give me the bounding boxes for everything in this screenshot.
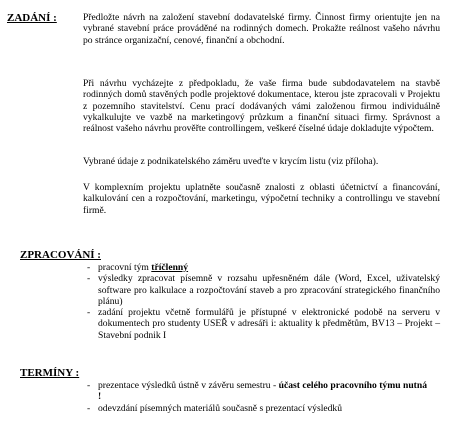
list-dash: - <box>87 307 91 319</box>
list-dash: - <box>87 262 91 273</box>
terminy-item-1-text: prezentace výsledků ústně v závěru semestru - <box>98 380 279 391</box>
terminy-heading: TERMÍNY : <box>20 367 80 379</box>
terminy-item-2-text: odevzdání písemných materiálů současně s prezentací výsledků <box>98 402 343 414</box>
zpracovani-list <box>87 262 440 341</box>
list-dash: - <box>87 273 91 285</box>
list-item <box>87 273 440 307</box>
zadani-paragraph-1: Předložte návrh na založení stavební dodavatelské firmy. Činnost firmy orientujte jen na vybrané stavební práce prováděné na rodinných domech. Prokažte reálnost vašeho návrhu po stránce organizační, cenové, finanční a obchodní. <box>83 12 440 46</box>
zpracovani-item-2-text: výsledky zpracovat písemně v rozsahu upřesněném dále (Word, Excel, uživatelský software pro kalkulace a rozpočtování staveb a pro zpracování strategického finančního plánu) <box>98 273 440 307</box>
list-item <box>87 262 440 273</box>
zadani-paragraph-4: V komplexním projektu uplatněte současně znalosti z oblasti účetnictví a financování, kalkulování cen a rozpočtování, marketingu, výpočetní techniky a controllingu ve stavební firmě. <box>83 182 440 216</box>
list-item <box>87 380 427 403</box>
zpracovani-heading: ZPRACOVÁNÍ : <box>20 249 101 261</box>
list-item <box>87 403 427 414</box>
zpracovani-item-1-text: pracovní tým <box>98 262 152 273</box>
zadani-heading: ZADÁNÍ : <box>7 12 57 24</box>
list-dash: - <box>87 402 91 414</box>
zpracovani-item-1-emphasis: tříčlenný <box>151 262 189 273</box>
list-item <box>87 307 440 341</box>
zpracovani-item-3-text: zadání projektu včetně formulářů je přístupné v elektronické podobě na serveru v dokumentech pro studenty USEŘ v adresáři i: aktuality k předmětům, BV13 – Projekt – Stavební podnik I <box>98 307 440 341</box>
list-dash: - <box>87 380 91 391</box>
zadani-paragraph-2: Při návrhu vycházejte z předpokladu, že vaše firma bude subdodavatelem na stavbě rodinných domů stavěných podle projektové dokumentace, kterou jste zpracovali v Projektu z pozemního stavitelství. Cenu prací dodávaných vámi založenou firmou individuálně vykalkulujte ve vazbě na marketingový průzkum a finanční situaci firmy. Správnost a reálnost vašeho návrhu prověřte controllingem, veškeré číselné údaje dokladujte výpočtem. <box>83 78 440 135</box>
terminy-list <box>87 380 427 414</box>
zadani-paragraph-3: Vybrané údaje z podnikatelského záměru uveďte v krycím listu (viz příloha). <box>83 156 379 167</box>
terminy-item-1-emphasis: účast celého pracovního týmu nutná ! <box>98 380 427 403</box>
